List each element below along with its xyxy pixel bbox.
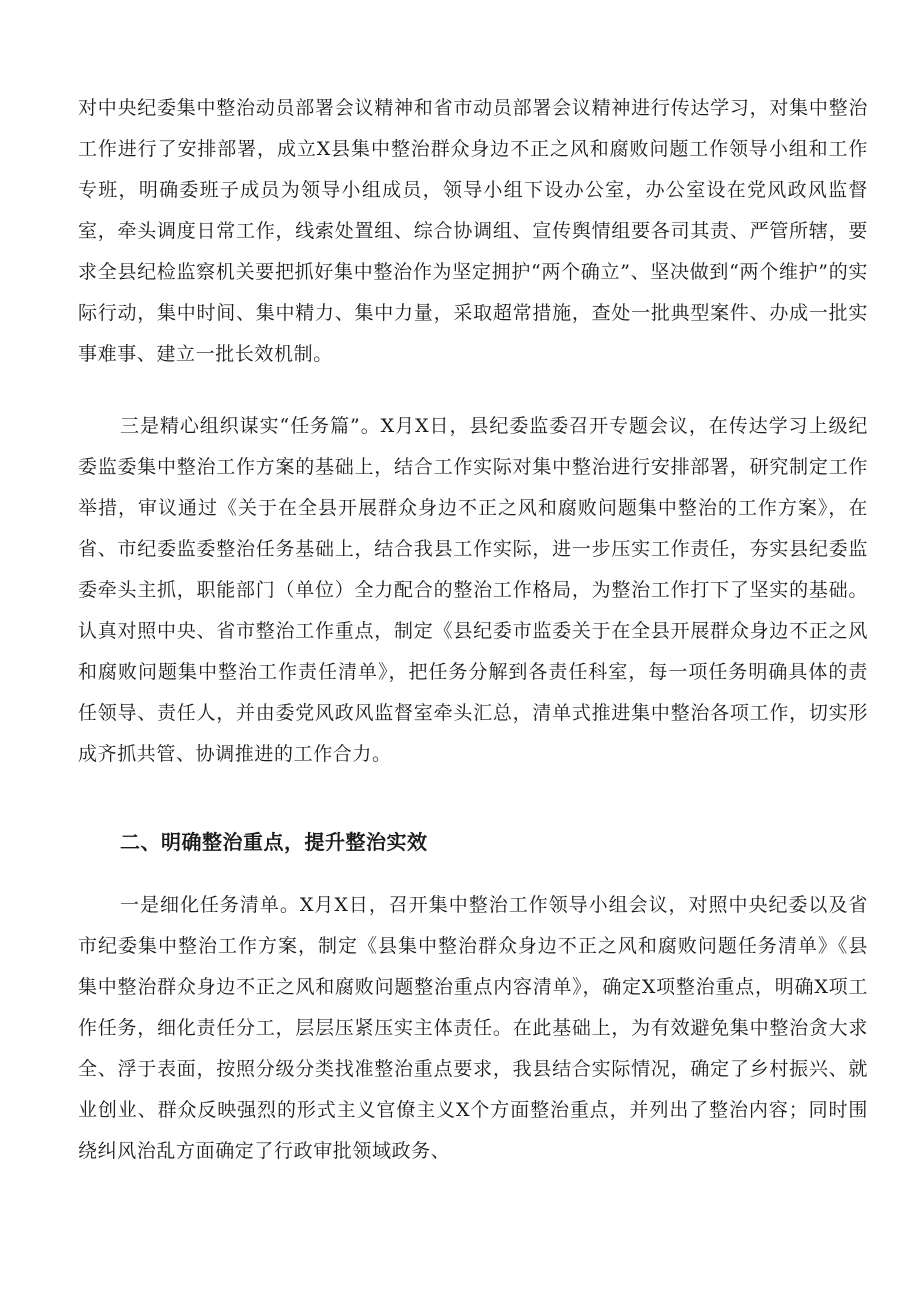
paragraph-task-list: 一是细化任务清单。X月X日，召开集中整治工作领导小组会议，对照中央纪委以及省市纪委集中整治工作方案，制定《县集中整治群众身边不正之风和腐败问题任务清单》《县集中整治群众身边不正之风和腐败问题整治重点内容清单》，确定X项整治重点，明确X项工作任务，细化责任分工，层层压紧压实主体责任。在此基础上，为有效避免集中整治贪大求全、浮于表面，按照分级分类找准整治重点要求，我县结合实际情况，确定了乡村振兴、就业创业、群众反映强烈的形式主义官僚主义X个方面整治重点，并列出了整治内容；同时围绕纠风治乱方面确定了行政审批领域政务、 <box>78 894 868 1162</box>
paragraph-continuation: 对中央纪委集中整治动员部署会议精神和省市动员部署会议精神进行传达学习，对集中整治工作进行了安排部署，成立X县集中整治群众身边不正之风和腐败问题工作领导小组和工作专班，明确委班子成员为领导小组成员，领导小组下设办公室，办公室设在党风政风监督室，牵头调度日常工作，线索处置组、综合协调组、宣传舆情组要各司其责、严管所辖，要求全县纪检监察机关要把抓好集中整治作为坚定拥护“两个确立”、坚决做到“两个维护”的实际行动，集中时间、集中精力、集中力量，采取超常措施，查处一批典型案件、办成一批实事难事、建立一批长效机制。 <box>78 97 868 365</box>
section-heading: 二、明确整治重点，提升整治实效 <box>120 830 428 854</box>
paragraph-task-organization: 三是精心组织谋实“任务篇”。X月X日，县纪委监委召开专题会议，在传达学习上级纪委监委集中整治工作方案的基础上，结合工作实际对集中整治进行安排部署，研究制定工作举措，审议通过《关于在全县开展群众身边不正之风和腐败问题集中整治的工作方案》，在省、市纪委监委整治任务基础上，结合我县工作实际，进一步压实工作责任，夯实县纪委监委牵头主抓，职能部门（单位）全力配合的整治工作格局，为整治工作打下了坚实的基础。认真对照中央、省市整治工作重点，制定《县纪委市监委关于在全县开展群众身边不正之风和腐败问题集中整治工作责任清单》，把任务分解到各责任科室，每一项任务明确具体的责任领导、责任人，并由委党风政风监督室牵头汇总，清单式推进集中整治各项工作，切实形成齐抓共管、协调推进的工作合力。 <box>78 415 868 765</box>
